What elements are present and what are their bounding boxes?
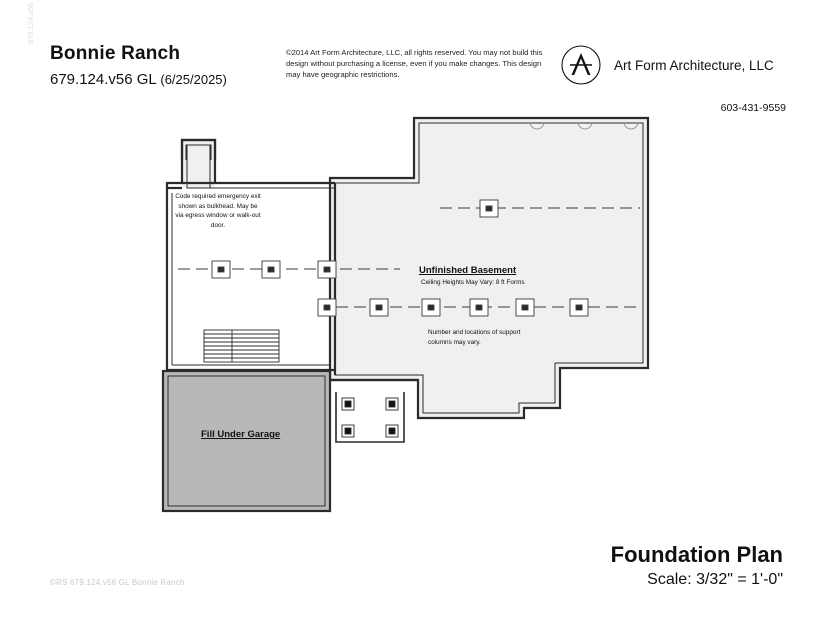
watermark-bottom: ©RS 679.124.v56 GL Bonnie Ranch [50, 578, 185, 587]
watermark-side: 679.124.v56 [26, 2, 35, 44]
sheet-scale: Scale: 3/32" = 1'-0" [647, 571, 783, 589]
sheet-title-block [611, 543, 783, 589]
page-title: Bonnie Ranch [50, 43, 181, 64]
fill-under-garage-label: Fill Under Garage [201, 429, 281, 440]
porch-piers [336, 392, 404, 442]
firm-name: Art Form Architecture, LLC [614, 57, 774, 73]
plan-number-text: 679.124.v56 GL [50, 70, 157, 88]
plan-date: (6/25/2025) [160, 71, 227, 87]
egress-note: Code required emergency exit shown as bulkhead. May be via egress window or walk-out door. [175, 193, 261, 229]
copyright-notice: ©2014 Art Form Architecture, LLC, all rights reserved. You may not build this design without purchasing a license, even if you make changes. This design may have geographic restrictions. [286, 48, 543, 79]
sheet-title: Foundation Plan [610, 542, 783, 567]
basement-stair [204, 330, 279, 362]
unfinished-basement-label: Unfinished Basement [419, 265, 517, 276]
firm-phone: 603-431-9559 [720, 102, 786, 114]
ceiling-height-note: Ceiling Heights May Vary: 8 ft Forms [421, 279, 525, 286]
support-columns-note: Number and locations of support columns may vary. [428, 329, 521, 346]
